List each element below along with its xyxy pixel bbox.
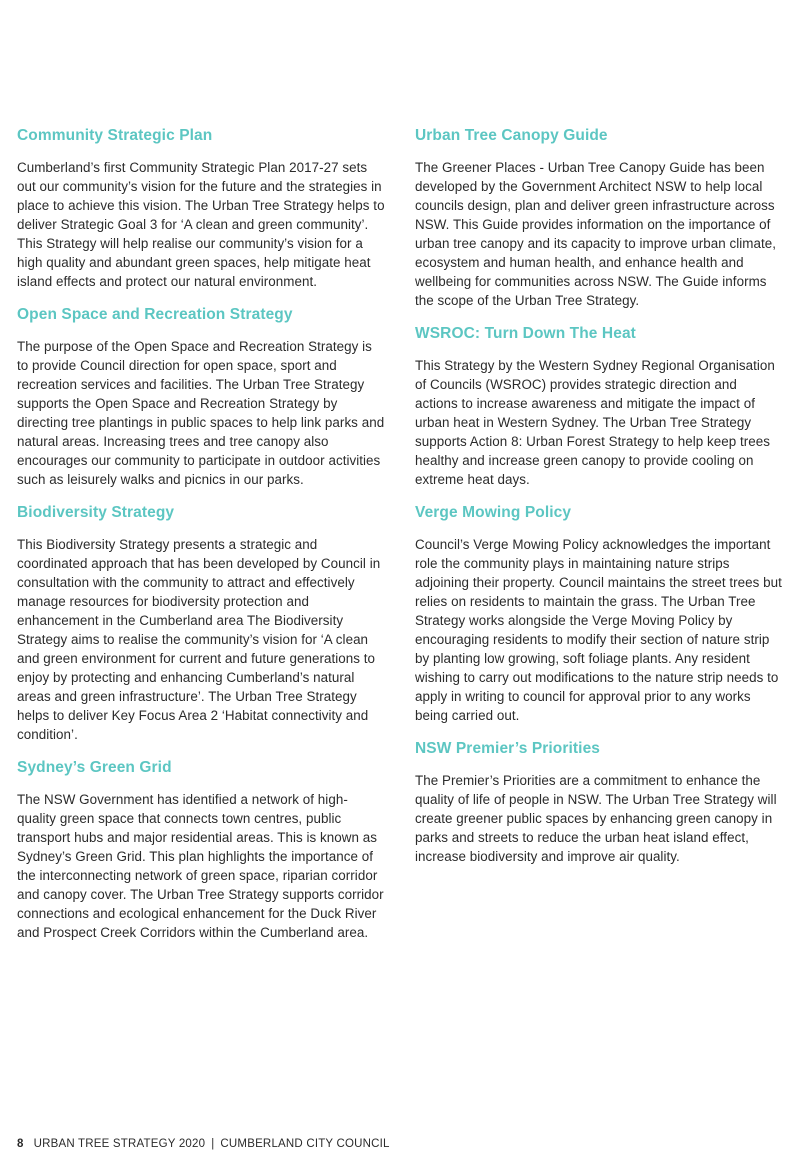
section-heading: NSW Premier’s Priorities: [415, 740, 601, 757]
left-column: [17, 126, 385, 956]
section-urban-tree-canopy-guide: [415, 126, 783, 310]
section-heading: Verge Mowing Policy: [415, 504, 572, 521]
section-nsw-premiers-priorities: [415, 739, 783, 866]
section-wsroc-turn-down-the-heat: [415, 324, 783, 489]
section-heading: Community Strategic Plan: [17, 127, 213, 144]
section-body: This Strategy by the Western Sydney Regional Organisation of Councils (WSROC) provides strategic direction and actions to increase awareness and mitigate the impact of urban heat in Western Sydney. The Urban Tree Strategy supports Action 8: Urban Forest Strategy to help keep trees healthy and increase green canopy to provide cooling on extreme heat days.: [415, 358, 775, 487]
right-column: [415, 126, 783, 880]
section-heading: WSROC: Turn Down The Heat: [415, 325, 636, 342]
section-heading: Biodiversity Strategy: [17, 504, 175, 521]
section-heading: Urban Tree Canopy Guide: [415, 127, 608, 144]
section-sydneys-green-grid: [17, 758, 385, 942]
section-body: The NSW Government has identified a network of high-quality green space that connects town centres, public transport hubs and major residential areas. This is known as Sydney’s Green Grid. This plan highlights the importance of the interconnecting network of green space, riparian corridor and canopy cover. The Urban Tree Strategy supports corridor connections and ecological enhancement for the Duck River and Prospect Creek Corridors within the Cumberland area.: [17, 792, 384, 940]
section-body: The Premier’s Priorities are a commitment to enhance the quality of life of people in NSW. The Urban Tree Strategy will create greener public spaces by enhancing green canopy in parks and streets to reduce the urban heat island effect, increase biodiversity and improve air quality.: [415, 773, 777, 864]
section-community-strategic-plan: [17, 126, 385, 291]
footer-separator: |: [211, 1138, 215, 1150]
section-body: The Greener Places - Urban Tree Canopy Guide has been developed by the Government Architect NSW to help local councils design, plan and deliver green infrastructure across NSW. This Guide provides information on the importance of urban tree canopy and its capacity to improve urban climate, ecosystem and human health, and enhance health and wellbeing for communities across NSW. The Guide informs the scope of the Urban Tree Strategy.: [415, 160, 777, 308]
section-body: Cumberland’s first Community Strategic Plan 2017-27 sets out our community’s vision for the future and the strategies in place to achieve this vision. The Urban Tree Strategy helps to deliver Strategic Goal 3 for ‘A clean and green community’. This Strategy will help realise our community’s vision for a high quality and abundant green spaces, help mitigate heat island effects and protect our natural environment.: [17, 160, 385, 289]
section-heading: Sydney’s Green Grid: [17, 759, 172, 776]
section-open-space-recreation-strategy: [17, 305, 385, 489]
document-title: URBAN TREE STRATEGY 2020: [33, 1138, 206, 1150]
section-body: This Biodiversity Strategy presents a strategic and coordinated approach that has been developed by Council in consultation with the community to attract and effectively manage resources for biodiversity protection and enhancement in the Cumberland area The Biodiversity Strategy aims to realise the community’s vision for ‘A clean and green environment for current and future generations to enjoy by protecting and enhancing Cumberland’s natural areas and green infrastructure’. The Urban Tree Strategy helps to deliver Key Focus Area 2 ‘Habitat connectivity and condition’.: [17, 537, 381, 742]
page-number: 8: [17, 1138, 24, 1150]
section-body: Council’s Verge Mowing Policy acknowledges the important role the community plays in maintaining nature strips adjoining their property. Council maintains the street trees but relies on residents to maintain the grass. The Urban Tree Strategy works alongside the Verge Moving Policy by encouraging residents to modify their section of nature strip by planting low growing, soft foliage plants. Any resident wishing to carry out modifications to the nature strip needs to apply in writing to council for approval prior to any works being carried out.: [415, 537, 782, 723]
section-body: The purpose of the Open Space and Recreation Strategy is to provide Council direction for open space, sport and recreation services and facilities. The Urban Tree Strategy supports the Open Space and Recreation Strategy by directing tree plantings in public spaces to help link parks and natural areas. Increasing trees and tree canopy also encourages our community to participate in outdoor activities such as leisurely walks and picnics in our parks.: [17, 339, 385, 487]
section-verge-mowing-policy: [415, 503, 783, 725]
section-heading: Open Space and Recreation Strategy: [17, 306, 293, 323]
organisation-name: CUMBERLAND CITY COUNCIL: [220, 1138, 390, 1150]
page-footer: [17, 1138, 390, 1150]
section-biodiversity-strategy: [17, 503, 385, 744]
